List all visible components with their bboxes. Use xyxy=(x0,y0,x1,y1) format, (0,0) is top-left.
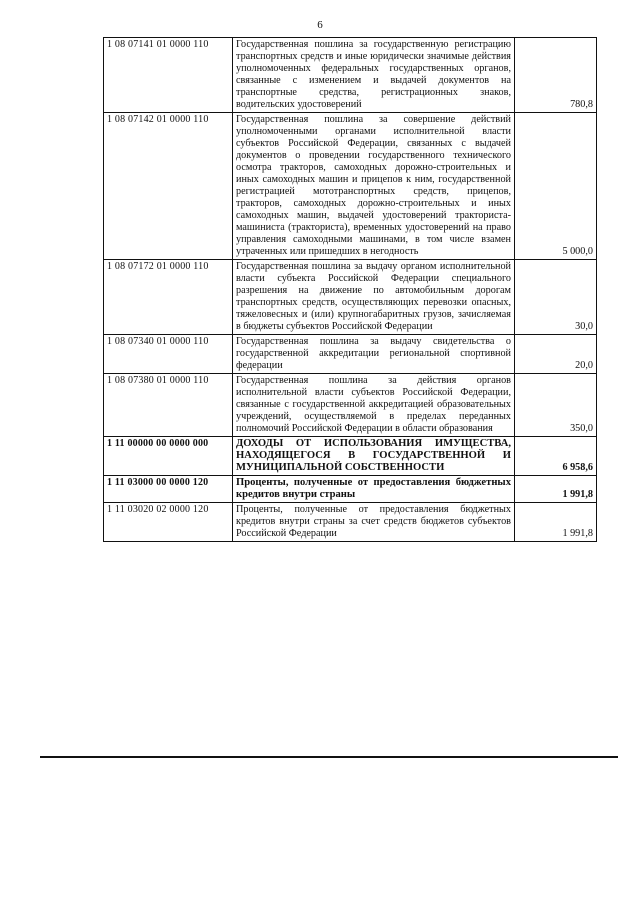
page-number: 6 xyxy=(317,19,323,31)
table-row xyxy=(104,374,597,437)
table-row-subsection xyxy=(104,476,597,503)
revenue-amount: 20,0 xyxy=(515,335,597,374)
revenue-name: ДОХОДЫ ОТ ИСПОЛЬЗОВАНИЯ ИМУЩЕСТВА, НАХОДЯЩЕГОСЯ В ГОСУДАРСТВЕННОЙ И МУНИЦИПАЛЬНОЙ СОБСТВЕННОСТИ xyxy=(233,437,515,476)
revenue-name: Государственная пошлина за выдачу свидетельства о государственной аккредитации региональной спортивной федерации xyxy=(233,335,515,374)
table-row-section xyxy=(104,437,597,476)
revenue-amount: 6 958,6 xyxy=(515,437,597,476)
revenue-amount: 30,0 xyxy=(515,260,597,335)
revenue-name: Государственная пошлина за действия органов исполнительной власти субъектов Российской Федерации, связанные с государственной аккредитацией образовательных учреждений, осуществляемой в пределах переданных полномочий Российской Федерации в области образования xyxy=(233,374,515,437)
revenue-name: Государственная пошлина за совершение действий уполномоченными органами исполнительной власти субъектов Российской Федерации, связанных с выдачей документов о проведении государственного технического осмотра тракторов, самоходных дорожно-строительных и иных самоходных машин и прицепов к ним, государственной регистрацией мототранспортных средств, прицепов, тракторов, самоходных дорожно-строительных и иных самоходных машин, выдачей удостоверений тракториста-машиниста (тракториста), временных удостоверений на право управления самоходными машинами, в том числе взамен утраченных или пришедших в негодность xyxy=(233,113,515,260)
budget-code: 1 08 07380 01 0000 110 xyxy=(104,374,233,437)
revenue-name: Проценты, полученные от предоставления бюджетных кредитов внутри страны за счет средств бюджетов субъектов Российской Федерации xyxy=(233,503,515,542)
table-row xyxy=(104,335,597,374)
revenue-amount: 350,0 xyxy=(515,374,597,437)
budget-code: 1 08 07142 01 0000 110 xyxy=(104,113,233,260)
revenue-name: Проценты, полученные от предоставления бюджетных кредитов внутри страны xyxy=(233,476,515,503)
table-row xyxy=(104,38,597,113)
budget-code: 1 11 03020 02 0000 120 xyxy=(104,503,233,542)
revenue-name: Государственная пошлина за государственную регистрацию транспортных средств и иные юридически значимые действия уполномоченных федеральных государственных органов, связанные с изменением и выдачей документов на транспортные средства, регистрационных знаков, водительских удостоверений xyxy=(233,38,515,113)
revenue-amount: 1 991,8 xyxy=(515,476,597,503)
table-row xyxy=(104,260,597,335)
budget-code: 1 08 07340 01 0000 110 xyxy=(104,335,233,374)
budget-code: 1 11 03000 00 0000 120 xyxy=(104,476,233,503)
budget-code: 1 11 00000 00 0000 000 xyxy=(104,437,233,476)
revenue-table xyxy=(103,37,597,542)
revenue-amount: 5 000,0 xyxy=(515,113,597,260)
revenue-amount: 780,8 xyxy=(515,38,597,113)
table-row xyxy=(104,113,597,260)
budget-code: 1 08 07141 01 0000 110 xyxy=(104,38,233,113)
revenue-amount: 1 991,8 xyxy=(515,503,597,542)
table-row xyxy=(104,503,597,542)
footer-divider xyxy=(40,756,618,758)
revenue-name: Государственная пошлина за выдачу органом исполнительной власти субъекта Российской Федерации специального разрешения на движение по автомобильным дорогам транспортных средств, осуществляющих перевозки опасных, тяжеловесных и (или) крупногабаритных грузов, зачисляемая в бюджеты субъектов Российской Федерации xyxy=(233,260,515,335)
budget-code: 1 08 07172 01 0000 110 xyxy=(104,260,233,335)
